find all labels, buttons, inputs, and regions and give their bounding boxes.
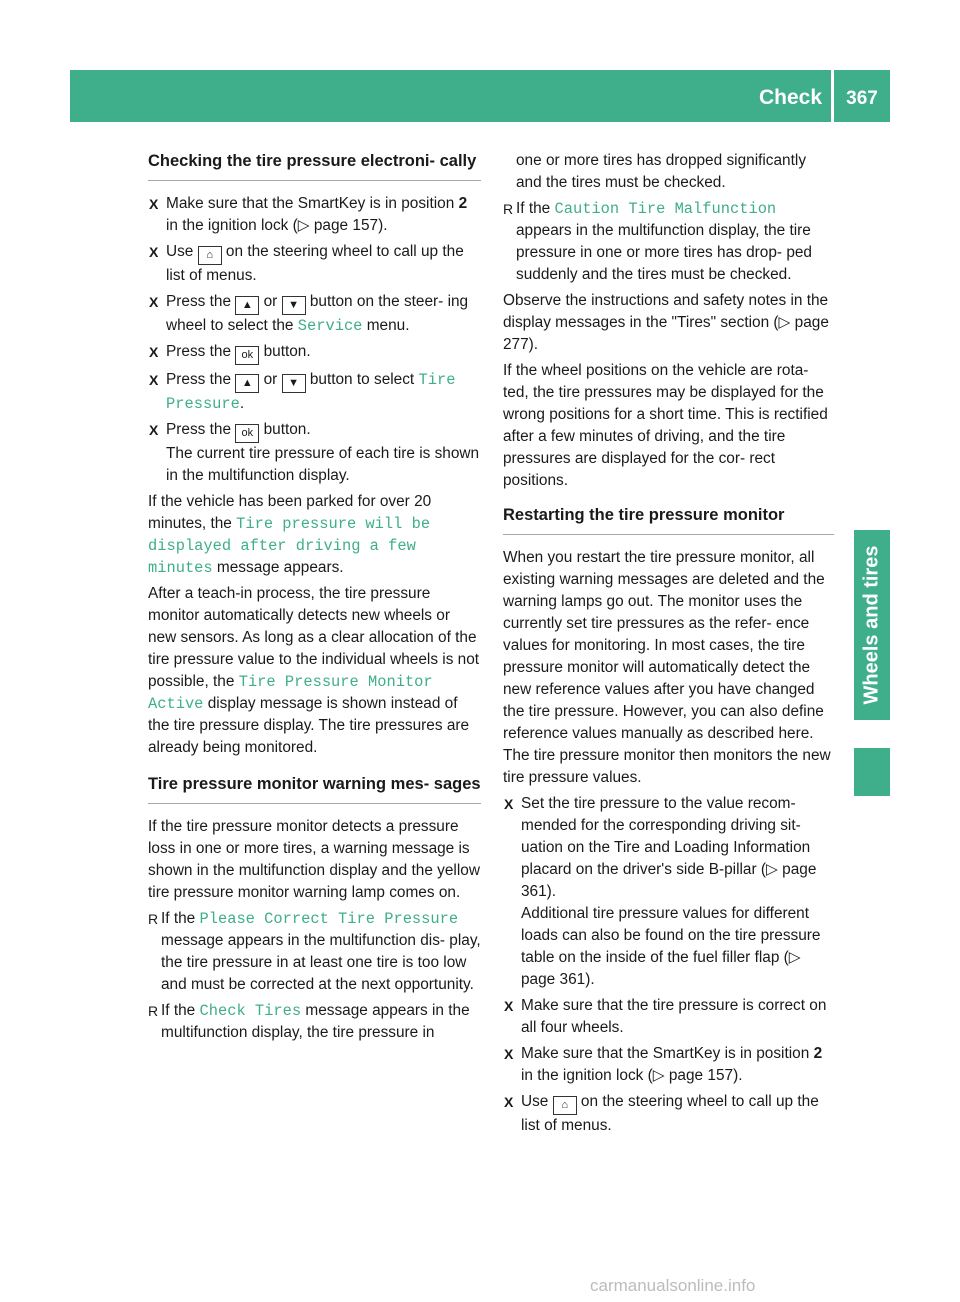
step-item: X Make sure that the SmartKey is in position 2 in the ignition lock (▷ page 157). xyxy=(149,195,468,234)
bullet-continuation: one or more tires has dropped significantly and the tires must be checked. xyxy=(516,152,807,191)
display-text: Caution Tire Malfunction xyxy=(554,200,777,218)
step-marker: X xyxy=(504,796,514,812)
heading-warnings: Tire pressure monitor warning mes- sages xyxy=(148,773,481,804)
page-ref-link[interactable]: page 361). xyxy=(521,971,595,988)
ref-arrow-icon: ▷ xyxy=(788,949,801,966)
display-text: Tire Pressure Monitor Active xyxy=(148,673,433,713)
heading-checking: Checking the tire pressure electroni- cally xyxy=(148,150,481,181)
ok-key-icon: ok xyxy=(235,424,259,443)
page-ref-link[interactable]: page 157). xyxy=(313,217,388,234)
page-ref-link[interactable]: page 361). xyxy=(521,861,817,900)
home-key-icon: ⌂ xyxy=(553,1096,577,1115)
page-ref-link[interactable]: page 157). xyxy=(668,1067,743,1084)
display-text: Service xyxy=(297,317,363,335)
step-marker: X xyxy=(504,1046,514,1062)
step-item: X Set the tire pressure to the value recom- mended for the corresponding driving sit- uation on the Tire and Loading Information placard on the driver's side B-pillar (▷ page 361). Additional tire pressure values for different loads can also be found on the tire pressure table on the inside of the fuel filler flap (▷ page 361). xyxy=(504,795,821,988)
ref-arrow-icon: ▷ xyxy=(778,314,791,331)
section-tab-label: Wheels and tires xyxy=(860,545,883,705)
bullet-item: R If the Check Tires message appears in the multifunction display, the tire pressure in xyxy=(148,1002,470,1041)
step-item: X Use ⌂ on the steering wheel to call up the list of menus. xyxy=(149,243,464,284)
step-item: X Press the ▲ or ▼ button to select Tire Pressure. xyxy=(149,371,456,413)
bullet-item: R If the Please Correct Tire Pressure message appears in the multifunction dis- play, the tire pressure in at least one tire is too low and must be corrected at the next opportunity. xyxy=(148,910,481,993)
ref-arrow-icon: ▷ xyxy=(297,217,310,234)
watermark: carmanualsonline.info xyxy=(590,1276,756,1295)
ref-arrow-icon: ▷ xyxy=(652,1067,665,1084)
step-item: X Use ⌂ on the steering wheel to call up the list of menus. xyxy=(504,1093,819,1134)
paragraph: If the tire pressure monitor detects a pressure loss in one or more tires, a warning message is shown in the multifunction display and the yellow tire pressure monitor warning lamp comes on. xyxy=(148,818,480,901)
paragraph: If the wheel positions on the vehicle are rota- ted, the tire pressures may be displayed for the wrong positions for a short time. This is rectified after a few minutes of driving, and the tire pressures are displayed for the cor- rect positions. xyxy=(503,362,828,489)
page-number: 367 xyxy=(846,88,878,109)
bullet-marker: R xyxy=(148,1003,159,1019)
step-marker: X xyxy=(149,294,159,310)
paragraph: When you restart the tire pressure monitor, all existing warning messages are deleted and the warning lamps go out. The monitor uses the currently set tire pressures as the refer- ence values for monitoring. In most cases, the tire pressure monitor will automatically detect the new reference values after you have changed the tire pressure. However, you can also define reference values manually as described here. The tire pressure monitor then monitors the new tire pressure values. xyxy=(503,549,831,786)
display-text: Tire pressure will be displayed after driving a few minutes xyxy=(148,515,431,577)
step-item: X Make sure that the SmartKey is in position 2 in the ignition lock (▷ page 157). xyxy=(504,1045,823,1084)
bullet-marker: R xyxy=(148,911,159,927)
ref-arrow-icon: ▷ xyxy=(766,861,778,878)
header-title: Check xyxy=(758,86,822,109)
display-text: Check Tires xyxy=(199,1002,302,1020)
step-marker: X xyxy=(149,372,159,388)
home-key-icon: ⌂ xyxy=(198,246,222,265)
step-marker: X xyxy=(504,998,514,1014)
bullet-marker: R xyxy=(503,201,514,217)
left-column xyxy=(148,150,481,1048)
step-marker: X xyxy=(149,344,159,360)
up-key-icon: ▲ xyxy=(235,374,259,393)
heading-restarting: Restarting the tire pressure monitor xyxy=(503,504,834,535)
paragraph: After a teach-in process, the tire pressure monitor automatically detects new wheels or new sensors. As long as a clear allocation of the tire pressure value to the individual wheels is not possible, the Tire Pressure Monitor Active display message is shown instead of the tire pressure display. The tire pressures are already being monitored. xyxy=(148,585,480,756)
down-key-icon: ▼ xyxy=(282,296,306,315)
display-text: Tire Pressure xyxy=(166,371,456,413)
step-marker: X xyxy=(149,244,159,260)
step-marker: X xyxy=(149,422,159,438)
bullet-item: R If the Caution Tire Malfunction appears in the multifunction display, the tire pressure in one or more tires has drop- ped suddenly and the tires must be checked. xyxy=(503,200,812,283)
step-item: X Press the ok button. The current tire pressure of each tire is shown in the multifunction display. xyxy=(149,421,480,484)
step-item: X Press the ▲ or ▼ button on the steer- ing wheel to select the Service menu. xyxy=(149,293,469,335)
display-text: Please Correct Tire Pressure xyxy=(199,910,459,928)
paragraph: Observe the instructions and safety notes in the display messages in the "Tires" section (▷ page 277). xyxy=(503,292,829,353)
right-column xyxy=(503,150,834,1141)
section-tab xyxy=(854,530,890,720)
header-separator xyxy=(831,70,834,122)
ok-key-icon: ok xyxy=(235,346,259,365)
page-ref-link[interactable]: page 277). xyxy=(503,314,829,353)
step-item: X Press the ok button. xyxy=(148,341,481,365)
step-marker: X xyxy=(504,1094,514,1110)
down-key-icon: ▼ xyxy=(282,374,306,393)
step-item: X Make sure that the tire pressure is correct on all four wheels. xyxy=(504,997,827,1036)
step-marker: X xyxy=(149,196,159,212)
paragraph: If the vehicle has been parked for over 20 minutes, the Tire pressure will be displayed after driving a few minutes message appears. xyxy=(148,493,432,577)
side-marker xyxy=(854,748,890,796)
up-key-icon: ▲ xyxy=(235,296,259,315)
